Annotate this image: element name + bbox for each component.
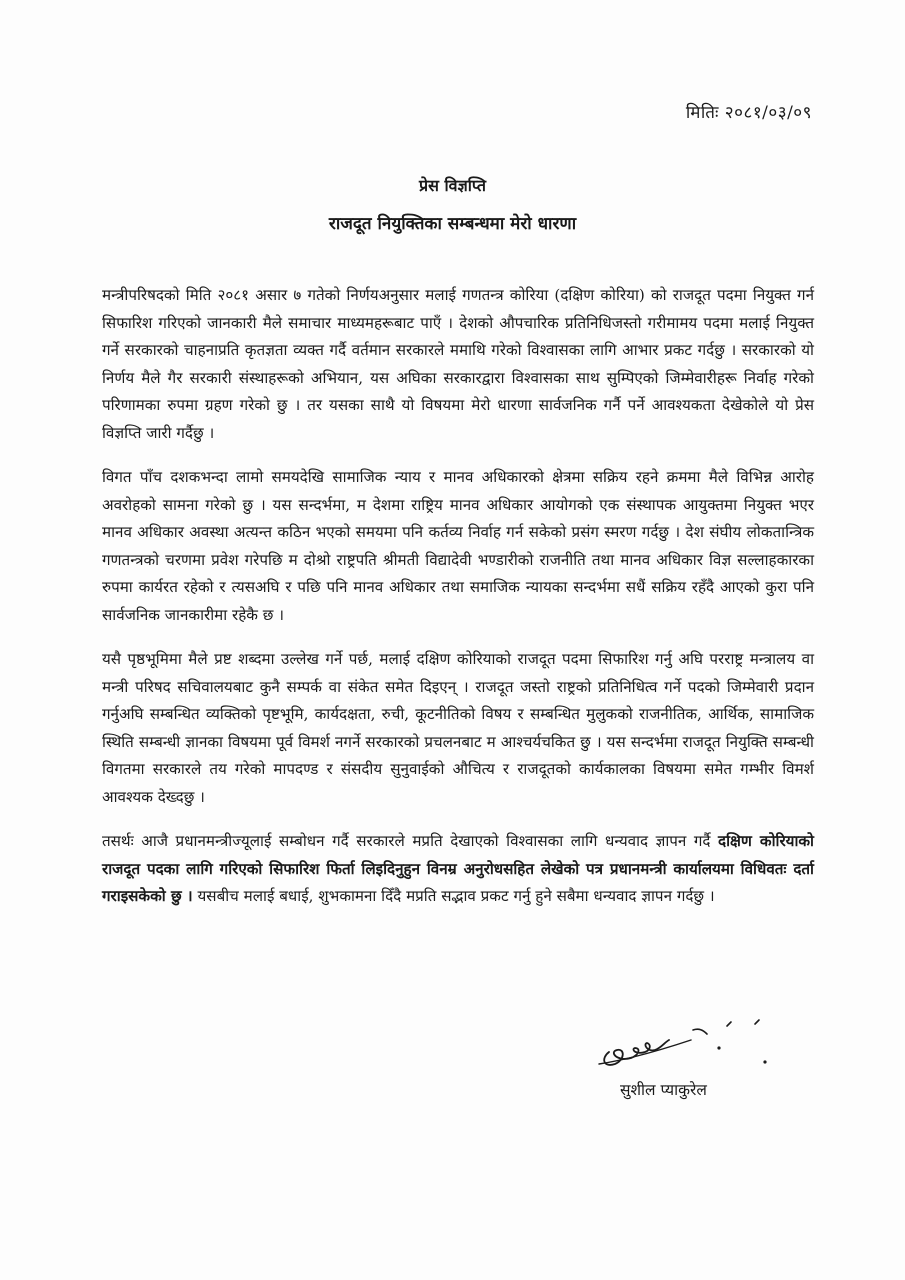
document-subtitle: राजदूत नियुक्तिका सम्बन्धमा मेरो धारणा xyxy=(328,214,577,234)
signer-name: सुशील प्याकुरेल xyxy=(620,1081,707,1099)
paragraph-4-intro: तसर्थः आजै प्रधानमन्त्रीज्यूलाई सम्बोधन गर्दै सरकारले मप्रति देखाएको विश्वासका लागि धन्यवाद ज्ञापन गर्दै xyxy=(102,832,719,850)
paragraph-4-closing: यसबीच मलाई बधाई, शुभकामना दिँदै मप्रति सद्भाव प्रकट गर्नु हुने सबैमा धन्यवाद ज्ञापन गर्दछु । xyxy=(192,887,715,905)
paragraph-3: यसै पृष्ठभूमिमा मैले प्रष्ट शब्दमा उल्लेख गर्ने पर्छ, मलाई दक्षिण कोरियाको राजदूत पदमा सिफारिश गर्नु अघि परराष्ट्र मन्त्रालय वा मन्त्री परिषद सचिवालयबाट कुनै सम्पर्क वा संकेत समेत दिइएन् । राजदूत जस्तो राष्ट्रको प्रतिनिधित्व गर्ने पदको जिम्मेवारी प्रदान गर्नुअघि सम्बन्धित व्यक्तिको पृष्टभूमि, कार्यदक्षता, रुची, कूटनीतिको विषय र सम्बन्धित मुलुकको राजनीतिक, आर्थिक, सामाजिक स्थिति सम्बन्धी ज्ञानका विषयमा पूर्व विमर्श नगर्ने सरकारको प्रचलनबाट म आश्चर्यचकित छु । यस सन्दर्भमा राजदूत नियुक्ति सम्बन्धी विगतमा सरकारले तय गरेको मापदण्ड र संसदीय सुनुवाईको औचित्य र राजदूतको कार्यकालका विषयमा समेत गम्भीर विमर्श आवश्यक देख्दछु । xyxy=(102,650,814,806)
handwritten-signature xyxy=(595,1018,775,1074)
paragraph-4-emphasis: दक्षिण कोरियाको राजदूत पदका लागि गरिएको सिफारिश फिर्ता लिइदिनुहुन विनम्र अनुरोधसहित लेखेको पत्र प्रधानमन्त्री कार्यालयमा विधिवतः दर्ता गराइसकेको छु । xyxy=(102,832,814,905)
document-title: प्रेस विज्ञप्ति xyxy=(419,176,486,195)
paragraph-4 xyxy=(102,828,814,911)
paragraph-1: मन्त्रीपरिषदको मिति २०८१ असार ७ गतेको निर्णयअनुसार मलाई गणतन्त्र कोरिया (दक्षिण कोरिया) को राजदूत पदमा नियुक्त गर्न सिफारिश गरिएको जानकारी मैले समाचार माध्यमहरूबाट पाएँ । देशको औपचारिक प्रतिनिधिजस्तो गरीमामय पदमा मलाई नियुक्त गर्ने सरकारको चाहनाप्रति कृतज्ञता व्यक्त गर्दै वर्तमान सरकारले ममाथि गरेको विश्वासका लागि आभार प्रकट गर्दछु । सरकारको यो निर्णय मैले गैर सरकारी संस्थाहरूको अभियान, यस अघिका सरकारद्वारा विश्वासका साथ सुम्पिएको जिम्मेवारीहरू निर्वाह गरेको परिणामका रुपमा ग्रहण गरेको छु । तर यसका साथै यो विषयमा मेरो धारणा सार्वजनिक गर्नै पर्ने आवश्यकता देखेकोले यो प्रेस विज्ञप्ति जारी गर्दैछु । xyxy=(102,286,814,442)
document-date: मितिः २०८१/०३/०९ xyxy=(685,103,812,123)
paragraph-2: विगत पाँच दशकभन्दा लामो समयदेखि सामाजिक न्याय र मानव अधिकारको क्षेत्रमा सक्रिय रहने क्रममा मैले विभिन्न आरोह अवरोहको सामना गरेको छु । यस सन्दर्भमा, म देशमा राष्ट्रिय मानव अधिकार आयोगको एक संस्थापक आयुक्तमा नियुक्त भएर मानव अधिकार अवस्था अत्यन्त कठिन भएको समयमा पनि कर्तव्य निर्वाह गर्न सकेको प्रसंग स्मरण गर्दछु । देश संघीय लोकतान्त्रिक गणतन्त्रको चरणमा प्रवेश गरेपछि म दोश्रो राष्ट्रपति श्रीमती विद्यादेवी भण्डारीको राजनीति तथा मानव अधिकार विज्ञ सल्लाहकारका रुपमा कार्यरत रहेको र त्यसअघि र पछि पनि मानव अधिकार तथा समाजिक न्यायका सन्दर्भमा सधैं सक्रिय रहँदै आएको कुरा पनि सार्वजनिक जानकारीमा रहेकै छ । xyxy=(102,468,814,624)
document-body xyxy=(102,282,814,928)
